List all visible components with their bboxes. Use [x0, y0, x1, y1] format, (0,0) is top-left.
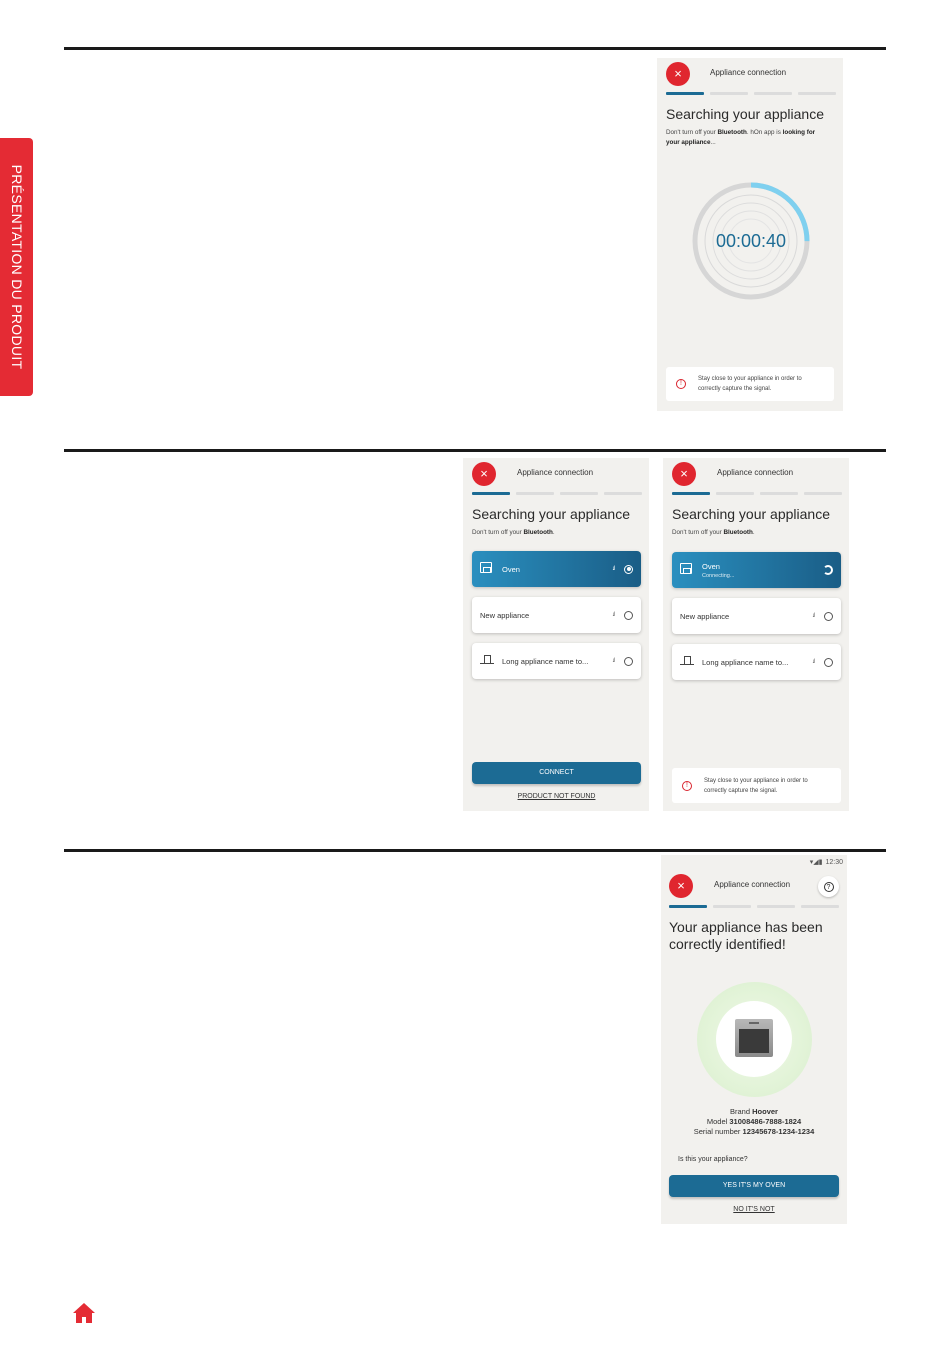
device-label: New appliance	[480, 610, 530, 620]
side-tab	[0, 138, 33, 396]
connecting-status: Connecting...	[702, 572, 735, 579]
warning-icon: !	[676, 379, 686, 389]
oven-icon	[480, 562, 496, 576]
yes-button[interactable]: YES IT'S MY OVEN	[669, 1175, 839, 1197]
device-item-long[interactable]	[472, 643, 641, 679]
hood-icon	[680, 656, 696, 669]
screen-connecting	[663, 458, 849, 811]
screen-identified	[661, 855, 847, 1224]
radio-selected[interactable]	[624, 565, 633, 574]
header-title: Appliance connection	[717, 468, 794, 477]
signal-icon: .ıl	[612, 612, 614, 618]
side-tab-label: PRÉSENTATION DU PRODUIT	[8, 164, 25, 370]
serial-value: 12345678-1234-1234	[742, 1127, 815, 1136]
close-icon[interactable]: ×	[669, 874, 693, 898]
signal-icon: .ıl	[812, 613, 814, 619]
question-text: Is this your appliance?	[678, 1156, 748, 1163]
device-item-new[interactable]	[472, 597, 641, 633]
help-button[interactable]	[818, 876, 839, 897]
screen-searching-timer	[657, 58, 843, 411]
serial-label: Serial number	[693, 1127, 741, 1136]
signal-icon: .ıl	[612, 658, 614, 664]
product-not-found-link[interactable]: PRODUCT NOT FOUND	[517, 793, 596, 800]
no-link[interactable]: NO IT'S NOT	[733, 1206, 775, 1213]
radio-button[interactable]	[624, 657, 633, 666]
info-box	[666, 367, 834, 401]
page-title: Searching your appliance	[472, 506, 630, 522]
info-text: Stay close to your appliance in order to correctly capture the signal.	[704, 777, 808, 794]
page-title: Your appliance has been correctly identified!	[669, 919, 823, 952]
oven-image	[735, 1019, 773, 1057]
device-label: Long appliance name to...	[502, 656, 589, 666]
radio-button[interactable]	[624, 611, 633, 620]
warning-icon: !	[682, 781, 692, 791]
brand-label: Brand	[730, 1107, 751, 1116]
connect-button[interactable]: CONNECT	[472, 762, 641, 784]
device-label: New appliance	[680, 611, 730, 621]
subtitle: Don't turn off your Bluetooth.	[472, 529, 555, 536]
radio-button[interactable]	[824, 658, 833, 667]
signal-icon: .ıl	[812, 659, 814, 665]
close-icon[interactable]: ×	[666, 62, 690, 86]
page-title: Searching your appliance	[666, 106, 824, 122]
help-icon: ?	[824, 882, 834, 892]
screen-device-list	[463, 458, 649, 811]
subtitle: Don't turn off your Bluetooth. hOn app is looking for your appliance...	[666, 129, 816, 146]
progress-steps	[666, 92, 836, 95]
device-item-new[interactable]	[672, 598, 841, 634]
close-icon[interactable]: ×	[672, 462, 696, 486]
timer-text: 00:00:40	[715, 231, 787, 251]
section-divider	[64, 849, 886, 852]
signal-icon: .ıl	[612, 566, 614, 572]
header-title: Appliance connection	[710, 68, 787, 77]
status-bar	[810, 858, 843, 866]
header-title: Appliance connection	[517, 468, 594, 477]
status-time: 12:30	[825, 858, 843, 866]
progress-steps	[472, 492, 642, 495]
model-value: 31008486-7888-1824	[729, 1117, 802, 1126]
close-icon[interactable]: ×	[472, 462, 496, 486]
oven-icon	[680, 563, 696, 577]
wifi-icon: ▾◢▮	[809, 859, 823, 866]
section-divider	[64, 449, 886, 452]
device-label: Long appliance name to...	[702, 657, 789, 667]
progress-steps	[669, 905, 839, 908]
home-icon[interactable]	[72, 1302, 96, 1324]
device-item-oven[interactable]	[472, 551, 641, 587]
device-item-long[interactable]	[672, 644, 841, 680]
model-label: Model	[706, 1117, 728, 1126]
device-label: Oven	[502, 564, 520, 574]
device-item-oven[interactable]	[672, 552, 841, 588]
radio-button[interactable]	[824, 612, 833, 621]
device-label: Oven Connecting...	[702, 562, 823, 579]
progress-steps	[672, 492, 842, 495]
info-box	[672, 768, 841, 803]
hood-icon	[480, 655, 496, 668]
section-divider	[64, 47, 886, 50]
timer-ring	[689, 179, 813, 303]
header-title: Appliance connection	[714, 880, 791, 889]
appliance-details	[661, 1107, 847, 1137]
info-text: Stay close to your appliance in order to correctly capture the signal.	[698, 376, 802, 392]
spinner-icon	[823, 565, 833, 575]
brand-value: Hoover	[752, 1107, 778, 1116]
subtitle: Don't turn off your Bluetooth.	[672, 529, 755, 536]
page-title: Searching your appliance	[672, 506, 830, 522]
